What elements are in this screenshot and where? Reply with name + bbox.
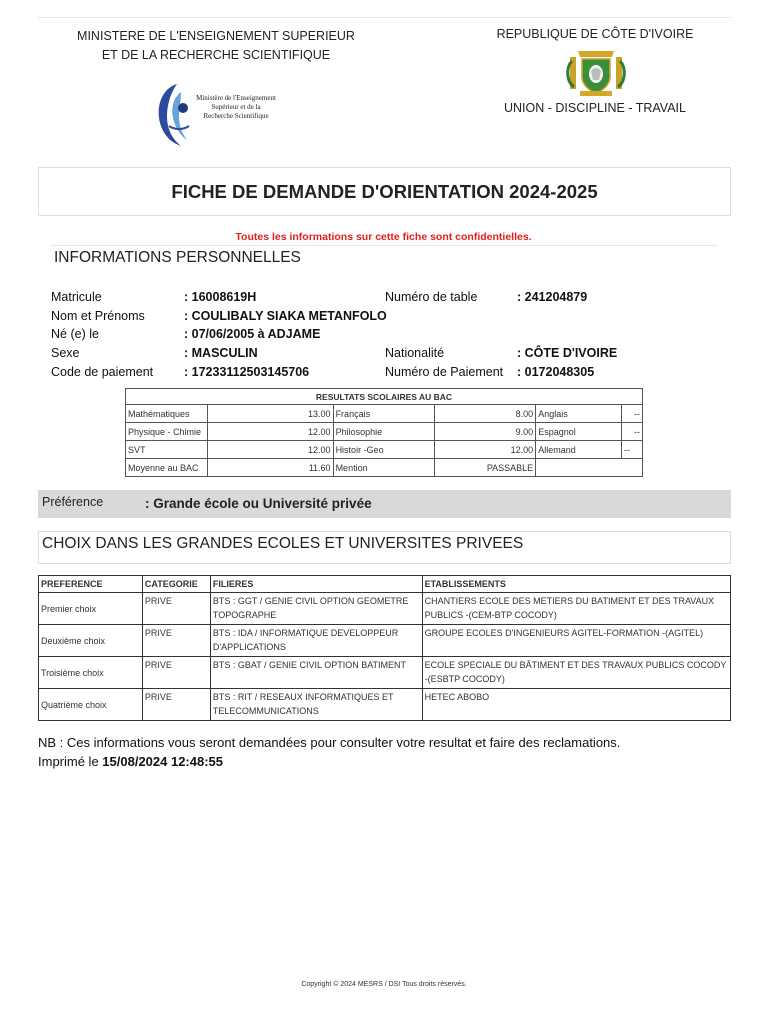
mention-value: PASSABLE: [435, 459, 536, 477]
nationality-value: : CÔTE D'IVOIRE: [517, 346, 618, 360]
subject-name: SVT: [126, 441, 208, 459]
logo-caption-line-2: Supérieur et de la: [211, 103, 261, 111]
choice-program: BTS : RIT / RESEAUX INFORMATIQUES ET TELECOMMUNICATIONS: [210, 689, 422, 721]
ministry-logo: [155, 78, 280, 150]
name-value: : COULIBALY SIAKA METANFOLO: [184, 309, 387, 323]
sex-value: : MASCULIN: [184, 346, 258, 360]
bac-results-table: [125, 388, 643, 477]
choice-program: BTS : GGT / GENIE CIVIL OPTION GEOMETRE TOPOGRAPHE: [210, 593, 422, 625]
nb-note: NB : Ces informations vous seront demandées pour consulter votre resultat et faire des reclamations.: [38, 735, 621, 750]
choice-rank: Premier choix: [39, 593, 143, 625]
choice-category: PRIVE: [142, 625, 210, 657]
payment-number-value: : 0172048305: [517, 365, 595, 379]
subject-grade: --: [622, 441, 643, 459]
national-motto: UNION - DISCIPLINE - TRAVAIL: [504, 101, 686, 115]
subject-grade: 8.00: [435, 405, 536, 423]
choice-category: PRIVE: [142, 657, 210, 689]
column-header: FILIERES: [210, 576, 422, 593]
matricule-value: : 16008619H: [184, 290, 257, 304]
preference-value: : Grande école ou Université privée: [145, 496, 372, 511]
ministry-name: [62, 27, 370, 65]
subject-name: Allemand: [536, 441, 622, 459]
ministry-line-1: MINISTERE DE L'ENSEIGNEMENT SUPERIEUR: [77, 29, 355, 43]
choice-category: PRIVE: [142, 689, 210, 721]
printed-timestamp: 15/08/2024 12:48:55: [102, 754, 224, 769]
table-row: [39, 593, 731, 625]
subject-name: Espagnol: [536, 423, 622, 441]
bac-row: [126, 405, 643, 423]
nationality-label: Nationalité: [385, 346, 445, 360]
average-label: Moyenne au BAC: [126, 459, 208, 477]
personal-info-heading: INFORMATIONS PERSONNELLES: [54, 249, 301, 266]
subject-grade: 12.00: [207, 423, 333, 441]
subject-name: Physique - Chimie: [126, 423, 208, 441]
birth-value: : 07/06/2005 à ADJAME: [184, 327, 321, 341]
logo-caption-line-1: Ministère de l'Enseignement: [196, 94, 276, 102]
printed-date: [38, 754, 223, 769]
preference-bar: [38, 490, 731, 518]
table-row: [39, 657, 731, 689]
logo-caption: [193, 94, 279, 121]
subject-grade: 13.00: [207, 405, 333, 423]
name-label: Nom et Prénoms: [51, 309, 145, 323]
payment-code-label: Code de paiement: [51, 365, 154, 379]
matricule-label: Matricule: [51, 290, 102, 304]
average-value: 11.60: [207, 459, 333, 477]
subject-name: Français: [333, 405, 435, 423]
choice-institution: GROUPE ECOLES D'INGENIEURS AGITEL-FORMATION -(AGITEL): [422, 625, 730, 657]
table-number-label: Numéro de table: [385, 290, 478, 304]
subject-grade: --: [622, 405, 643, 423]
printed-prefix: Imprimé le: [38, 754, 103, 769]
choice-institution: CHANTIERS ECOLE DES METIERS DU BATIMENT ET DES TRAVAUX PUBLICS -(CEM-BTP COCODY): [422, 593, 730, 625]
choice-institution: ECOLE SPECIALE DU BÂTIMENT ET DES TRAVAUX PUBLICS COCODY -(ESBTP COCODY): [422, 657, 730, 689]
table-row: [39, 689, 731, 721]
payment-code-value: : 17233112503145706: [184, 365, 310, 379]
empty-cell: [536, 459, 643, 477]
subject-grade: 12.00: [435, 441, 536, 459]
subject-name: Philosophie: [333, 423, 435, 441]
sex-label: Sexe: [51, 346, 80, 360]
bac-results-title: RESULTATS SCOLAIRES AU BAC: [126, 389, 643, 405]
table-row: [39, 625, 731, 657]
republic-name: REPUBLIQUE DE CÔTE D'IVOIRE: [496, 27, 694, 41]
table-number-value: : 241204879: [517, 290, 588, 304]
ministry-emblem-icon: [155, 78, 195, 150]
column-header: CATEGORIE: [142, 576, 210, 593]
column-header: PREFERENCE: [39, 576, 143, 593]
birth-label: Né (e) le: [51, 327, 99, 341]
subject-grade: 9.00: [435, 423, 536, 441]
subject-grade: 12.00: [207, 441, 333, 459]
logo-caption-line-3: Recherche Scientifique: [203, 112, 269, 120]
choice-rank: Quatrième choix: [39, 689, 143, 721]
bac-row: [126, 459, 643, 477]
choice-rank: Deuxième choix: [39, 625, 143, 657]
page-title: FICHE DE DEMANDE D'ORIENTATION 2024-2025: [38, 167, 731, 216]
choice-institution: HETEC ABOBO: [422, 689, 730, 721]
subject-name: Anglais: [536, 405, 622, 423]
copyright: Copyright © 2024 MESRS / DSI Tous droits réservés.: [301, 981, 467, 988]
confidential-notice: Toutes les informations sur cette fiche sont confidentielles.: [235, 231, 532, 243]
payment-number-label: Numéro de Paiement: [385, 365, 504, 379]
preference-label: Préférence: [42, 495, 104, 509]
mention-label: Mention: [333, 459, 435, 477]
bac-row: [126, 441, 643, 459]
subject-name: Mathématiques: [126, 405, 208, 423]
bac-title-row: [126, 389, 643, 405]
subject-name: Histoir -Geo: [333, 441, 435, 459]
column-header: ETABLISSEMENTS: [422, 576, 730, 593]
choices-table: [38, 575, 731, 721]
choices-heading: CHOIX DANS LES GRANDES ECOLES ET UNIVERSITES PRIVEES: [42, 535, 524, 552]
subject-grade: --: [622, 423, 643, 441]
divider: [50, 245, 718, 246]
coat-of-arms-icon: [564, 47, 628, 97]
bac-row: [126, 423, 643, 441]
choices-header-row: [39, 576, 731, 593]
ministry-line-2: ET DE LA RECHERCHE SCIENTIFIQUE: [101, 48, 331, 62]
choice-program: BTS : IDA / INFORMATIQUE DEVELOPPEUR D'APPLICATIONS: [210, 625, 422, 657]
choice-program: BTS : GBAT / GENIE CIVIL OPTION BATIMENT: [210, 657, 422, 689]
top-divider: [38, 17, 731, 18]
choice-category: PRIVE: [142, 593, 210, 625]
choice-rank: Troisième choix: [39, 657, 143, 689]
